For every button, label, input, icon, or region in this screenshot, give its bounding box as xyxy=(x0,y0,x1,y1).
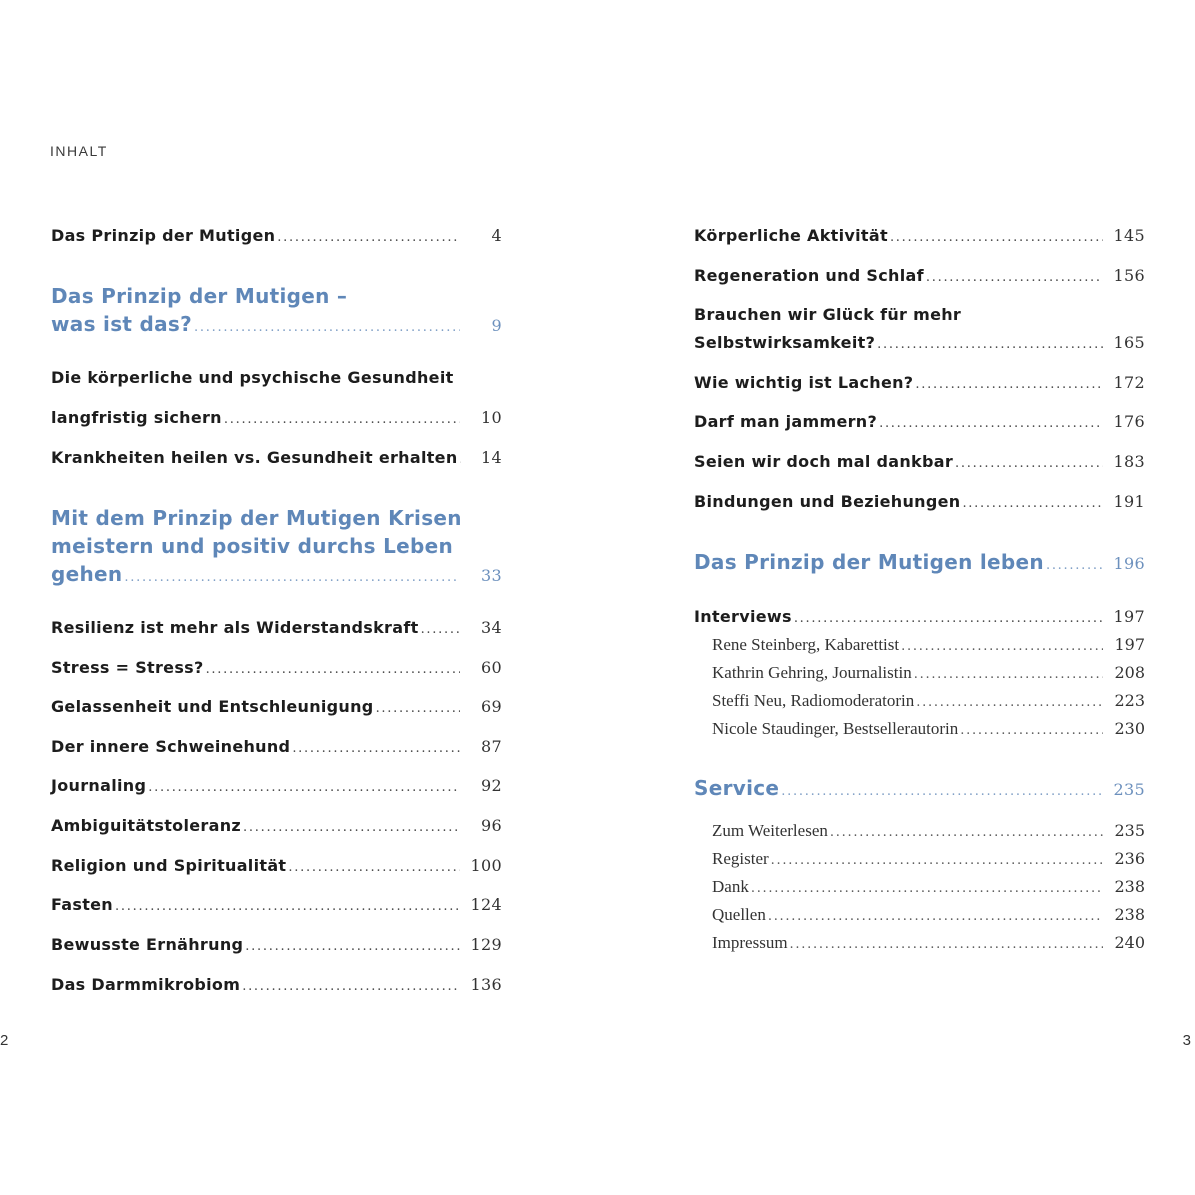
leader-dots xyxy=(914,667,1103,682)
leader-dots xyxy=(916,695,1103,710)
toc-entry-title: Bindungen und Beziehungen xyxy=(694,492,961,511)
toc-section[interactable] xyxy=(694,550,1145,574)
toc-subentry-page: 197 xyxy=(1114,635,1145,654)
toc-section-title-line: Das Prinzip der Mutigen – xyxy=(51,284,348,308)
toc-section-title: Das Prinzip der Mutigen leben xyxy=(694,550,1044,574)
toc-entry-page: 10 xyxy=(481,408,502,427)
toc-section-title-line: Mit dem Prinzip der Mutigen Krisen xyxy=(51,506,462,530)
toc-entry-title: Religion und Spiritualität xyxy=(51,856,287,875)
toc-subentry[interactable] xyxy=(712,877,1145,897)
toc-entry-page: 4 xyxy=(491,226,502,245)
leader-dots xyxy=(421,622,460,637)
toc-entry-page: 34 xyxy=(481,618,502,637)
toc-entry[interactable] xyxy=(51,448,502,467)
toc-subentry[interactable] xyxy=(712,691,1145,711)
toc-entry[interactable] xyxy=(51,618,502,637)
leader-dots xyxy=(962,496,1103,511)
toc-subentry-title: Quellen xyxy=(712,905,766,924)
toc-entry-title: Resilienz ist mehr als Widerstandskraft xyxy=(51,618,419,637)
leader-dots xyxy=(926,270,1103,285)
leader-dots xyxy=(915,377,1103,392)
leader-dots xyxy=(224,412,460,427)
toc-subentry-title: Impressum xyxy=(712,933,788,952)
toc-entry-page: 129 xyxy=(470,935,502,954)
page-number-right: 3 xyxy=(1182,1032,1191,1049)
leader-dots xyxy=(790,937,1103,952)
toc-entry-title: Seien wir doch mal dankbar xyxy=(694,452,954,471)
toc-entry-page: 183 xyxy=(1113,452,1145,471)
toc-entry[interactable] xyxy=(51,856,502,875)
toc-entry[interactable] xyxy=(51,737,502,756)
toc-section-title: was ist das? xyxy=(51,312,193,336)
toc-entry-page: 124 xyxy=(470,895,502,914)
leader-dots xyxy=(879,416,1103,431)
toc-subentry[interactable] xyxy=(712,663,1145,683)
toc-section-title-line: meistern und positiv durchs Leben xyxy=(51,534,454,558)
toc-entry[interactable] xyxy=(51,776,502,795)
toc-entry-page: 60 xyxy=(481,658,502,677)
toc-subentry-title: Register xyxy=(712,849,769,868)
toc-entry-title: Fasten xyxy=(51,895,114,914)
toc-subentry-title: Nicole Staudinger, Bestsellerautorin xyxy=(712,719,959,738)
toc-entry-page: 100 xyxy=(470,856,502,875)
leader-dots xyxy=(1046,558,1103,573)
toc-entry[interactable] xyxy=(694,226,1145,245)
toc-entry[interactable] xyxy=(694,492,1145,511)
leader-dots xyxy=(194,320,460,335)
page-header: INHALT xyxy=(50,143,108,159)
toc-subentry-title: Steffi Neu, Radiomoderatorin xyxy=(712,691,915,710)
toc-entry-title: Gelassenheit und Entschleunigung xyxy=(51,697,374,716)
toc-entry-page: 165 xyxy=(1113,333,1145,352)
leader-dots xyxy=(877,337,1103,352)
toc-subentry-page: 236 xyxy=(1114,849,1145,868)
leader-dots xyxy=(376,701,460,716)
leader-dots xyxy=(292,741,460,756)
leader-dots xyxy=(901,639,1103,654)
leader-dots xyxy=(242,979,460,994)
toc-entry-title: langfristig sichern xyxy=(51,408,222,427)
toc-entry-title: Krankheiten heilen vs. Gesundheit erhalten xyxy=(51,448,458,467)
toc-subentry-title: Dank xyxy=(712,877,749,896)
toc-section-page: 196 xyxy=(1113,554,1145,573)
toc-subentry[interactable] xyxy=(712,635,1145,655)
toc-entry[interactable] xyxy=(51,975,502,994)
toc-section-page: 33 xyxy=(481,566,502,585)
leader-dots xyxy=(830,825,1103,840)
toc-entry-page: 176 xyxy=(1113,412,1145,431)
toc-entry-page: 69 xyxy=(481,697,502,716)
toc-subentry[interactable] xyxy=(712,821,1145,841)
toc-entry-title: Stress = Stress? xyxy=(51,658,204,677)
toc-entry[interactable] xyxy=(51,658,502,677)
toc-subentry-title: Kathrin Gehring, Journalistin xyxy=(712,663,912,682)
toc-entry[interactable] xyxy=(51,226,502,245)
toc-entry[interactable] xyxy=(51,697,502,716)
toc-entry-page: 136 xyxy=(470,975,502,994)
leader-dots xyxy=(771,853,1103,868)
toc-entry-title: Journaling xyxy=(51,776,147,795)
toc-entry[interactable] xyxy=(694,266,1145,285)
toc-entry-title: Darf man jammern? xyxy=(694,412,878,431)
toc-entry[interactable] xyxy=(694,373,1145,392)
toc-section-title: Service xyxy=(694,776,780,800)
toc-entry[interactable] xyxy=(694,333,1145,352)
toc-section-title: gehen xyxy=(51,562,123,586)
toc-entry-page: 145 xyxy=(1113,226,1145,245)
leader-dots xyxy=(751,881,1103,896)
toc-entry-page: 172 xyxy=(1113,373,1145,392)
leader-dots xyxy=(955,456,1103,471)
leader-dots xyxy=(206,662,460,677)
leader-dots xyxy=(245,939,460,954)
leader-dots xyxy=(768,909,1103,924)
toc-entry-title: Der innere Schweinehund xyxy=(51,737,291,756)
toc-subentry-page: 240 xyxy=(1114,933,1145,952)
toc-subentry-page: 235 xyxy=(1114,821,1145,840)
leader-dots xyxy=(115,899,460,914)
toc-entry-title: Regeneration und Schlaf xyxy=(694,266,924,285)
toc-section[interactable] xyxy=(694,776,1145,800)
toc-entry-title: Das Prinzip der Mutigen xyxy=(51,226,276,245)
toc-entry-title: Körperliche Aktivität xyxy=(694,226,888,245)
toc-entry[interactable] xyxy=(51,935,502,954)
toc-entry-page: 14 xyxy=(481,448,502,467)
toc-entry[interactable] xyxy=(694,452,1145,471)
toc-entry-page: 92 xyxy=(481,776,502,795)
toc-entry[interactable] xyxy=(694,607,1145,626)
toc-subentry[interactable] xyxy=(712,719,1145,739)
toc-entry-page: 96 xyxy=(481,816,502,835)
toc-entry-title: Ambiguitätstoleranz xyxy=(51,816,242,835)
toc-subentry-page: 223 xyxy=(1114,691,1145,710)
toc-entry[interactable] xyxy=(51,408,502,427)
toc-entry-page: 197 xyxy=(1113,607,1145,626)
toc-entry-page: 156 xyxy=(1113,266,1145,285)
toc-entry-page: 87 xyxy=(481,737,502,756)
toc-subentry-page: 208 xyxy=(1114,663,1145,682)
toc-entry-title: Bewusste Ernährung xyxy=(51,935,244,954)
page-number-left: 2 xyxy=(0,1032,9,1049)
toc-subentry[interactable] xyxy=(712,905,1145,925)
toc-section-page: 235 xyxy=(1113,780,1145,799)
leader-dots xyxy=(288,860,460,875)
toc-entry-title: Selbstwirksamkeit? xyxy=(694,333,876,352)
toc-entry-title-line: Die körperliche und psychische Gesundheit xyxy=(51,368,454,387)
leader-dots xyxy=(781,784,1103,799)
toc-entry-title: Wie wichtig ist Lachen? xyxy=(694,373,914,392)
toc-entry-page: 191 xyxy=(1113,492,1145,511)
toc-entry-title-line: Brauchen wir Glück für mehr xyxy=(694,305,962,324)
toc-entry[interactable] xyxy=(694,412,1145,431)
leader-dots xyxy=(277,230,460,245)
toc-entry[interactable] xyxy=(51,895,502,914)
leader-dots xyxy=(124,570,460,585)
toc-section[interactable] xyxy=(51,312,502,336)
leader-dots xyxy=(890,230,1103,245)
leader-dots xyxy=(243,820,460,835)
toc-subentry-page: 238 xyxy=(1114,877,1145,896)
toc-subentry-title: Rene Steinberg, Kabarettist xyxy=(712,635,900,654)
leader-dots xyxy=(794,611,1103,626)
toc-section-page: 9 xyxy=(491,316,502,335)
toc-entry[interactable] xyxy=(51,816,502,835)
toc-subentry[interactable] xyxy=(712,849,1145,869)
leader-dots xyxy=(960,723,1103,738)
toc-entry-title: Das Darmmikrobiom xyxy=(51,975,241,994)
toc-subentry-page: 230 xyxy=(1114,719,1145,738)
toc-subentry[interactable] xyxy=(712,933,1145,953)
toc-entry-title: Interviews xyxy=(694,607,792,626)
toc-section[interactable] xyxy=(51,562,502,586)
toc-subentry-title: Zum Weiterlesen xyxy=(712,821,828,840)
toc-subentry-page: 238 xyxy=(1114,905,1145,924)
leader-dots xyxy=(148,780,460,795)
